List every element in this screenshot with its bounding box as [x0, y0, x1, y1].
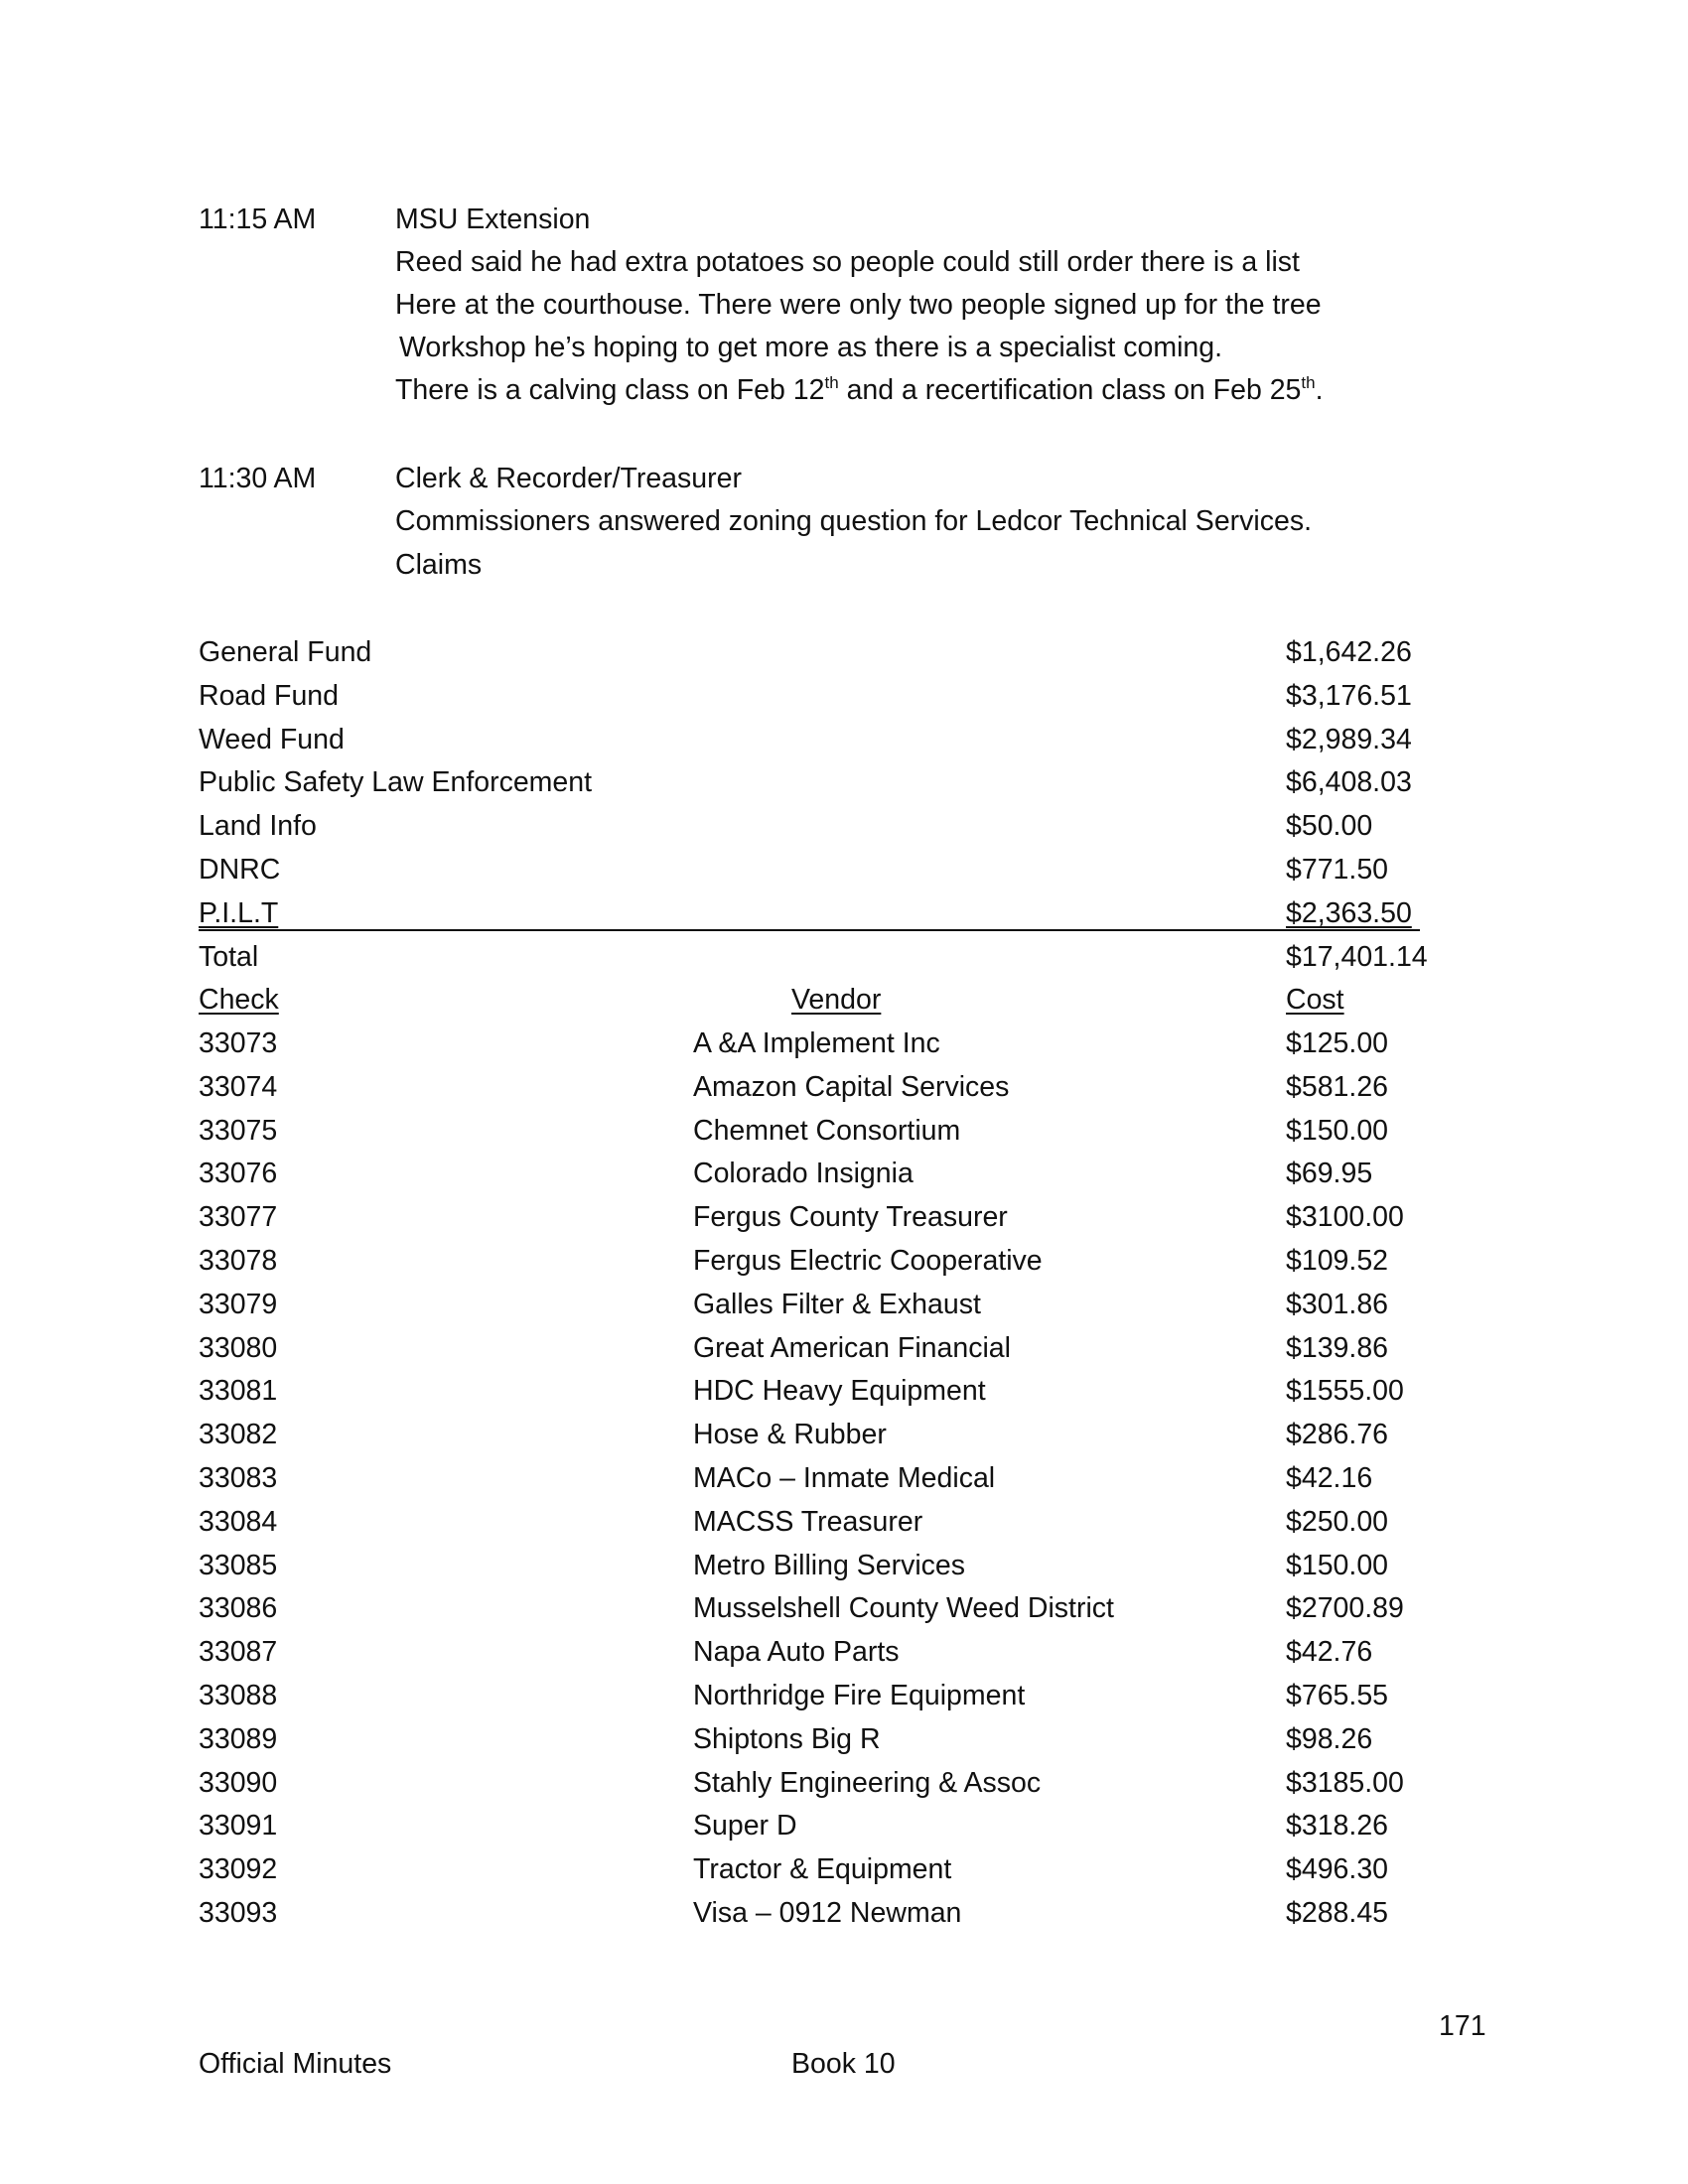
claim-check: 33077: [199, 1201, 278, 1233]
claim-cost: $98.26: [1286, 1723, 1373, 1755]
claim-cost: $496.30: [1286, 1853, 1389, 1885]
claim-cost: $250.00: [1286, 1506, 1389, 1538]
claim-cost: $125.00: [1286, 1027, 1389, 1059]
claim-vendor: MACo – Inmate Medical: [693, 1462, 996, 1494]
claim-check: 33086: [199, 1592, 278, 1624]
claim-vendor: HDC Heavy Equipment: [693, 1375, 986, 1407]
claim-check: 33093: [199, 1897, 278, 1929]
claim-cost: $2700.89: [1286, 1592, 1404, 1624]
claim-cost: $301.86: [1286, 1289, 1389, 1320]
claim-cost: $581.26: [1286, 1071, 1389, 1103]
claim-check: 33089: [199, 1723, 278, 1755]
claim-check: 33083: [199, 1462, 278, 1494]
entry-time: 11:15 AM: [199, 204, 317, 235]
claim-check: 33092: [199, 1853, 278, 1885]
claim-cost: $139.86: [1286, 1332, 1389, 1364]
claim-check: 33073: [199, 1027, 278, 1059]
claim-vendor: MACSS Treasurer: [693, 1506, 923, 1538]
claim-check: 33074: [199, 1071, 278, 1103]
claim-cost: $109.52: [1286, 1245, 1389, 1277]
fund-amount: $1,642.26: [1286, 636, 1412, 668]
claim-vendor: Tractor & Equipment: [693, 1853, 952, 1885]
fund-label: DNRC: [199, 854, 281, 886]
fund-label: Road Fund: [199, 680, 340, 712]
claim-vendor: Visa – 0912 Newman: [693, 1897, 962, 1929]
claim-cost: $765.55: [1286, 1680, 1389, 1711]
footer-center: Book 10: [791, 2048, 896, 2080]
claim-vendor: Chemnet Consortium: [693, 1115, 961, 1147]
entry-line: Commissioners answered zoning question for Ledcor Technical Services.: [395, 505, 1313, 537]
claim-check: 33076: [199, 1158, 278, 1189]
footer-left: Official Minutes: [199, 2048, 392, 2080]
claim-check: 33079: [199, 1289, 278, 1320]
claim-check: 33078: [199, 1245, 278, 1277]
claims-header-cost: Cost: [1286, 984, 1344, 1016]
claim-check: 33075: [199, 1115, 278, 1147]
claim-cost: $42.76: [1286, 1636, 1373, 1668]
claims-header-check: Check: [199, 984, 279, 1016]
fund-label: Public Safety Law Enforcement: [199, 766, 593, 798]
claim-vendor: Super D: [693, 1810, 797, 1842]
fund-label: General Fund: [199, 636, 372, 668]
fund-amount: $50.00: [1286, 810, 1373, 842]
entry-line: Reed said he had extra potatoes so people could still order there is a list: [395, 246, 1300, 278]
total-rule: [199, 929, 1420, 931]
entry-time: 11:30 AM: [199, 463, 317, 494]
claim-check: 33090: [199, 1767, 278, 1799]
fund-amount: $3,176.51: [1286, 680, 1412, 712]
claim-vendor: Colorado Insignia: [693, 1158, 914, 1189]
entry-line: Here at the courthouse. There were only two people signed up for the tree: [395, 289, 1322, 321]
fund-amount: $2,989.34: [1286, 724, 1412, 755]
claim-vendor: Hose & Rubber: [693, 1419, 887, 1450]
claim-vendor: A &A Implement Inc: [693, 1027, 940, 1059]
claim-cost: $3100.00: [1286, 1201, 1404, 1233]
claim-check: 33081: [199, 1375, 278, 1407]
entry-line: Workshop he’s hoping to get more as there is a specialist coming.: [399, 332, 1223, 363]
claim-vendor: Stahly Engineering & Assoc: [693, 1767, 1042, 1799]
claim-check: 33091: [199, 1810, 278, 1842]
fund-label: P.I.L.T: [199, 897, 279, 929]
claim-vendor: Napa Auto Parts: [693, 1636, 900, 1668]
claims-header-vendor: Vendor: [791, 984, 882, 1016]
claim-cost: $42.16: [1286, 1462, 1373, 1494]
claim-vendor: Fergus County Treasurer: [693, 1201, 1008, 1233]
total-label: Total: [199, 941, 259, 973]
fund-amount: $2,363.50: [1286, 897, 1412, 929]
claim-vendor: Shiptons Big R: [693, 1723, 881, 1755]
claim-cost: $1555.00: [1286, 1375, 1404, 1407]
claim-vendor: Metro Billing Services: [693, 1550, 966, 1581]
fund-amount: $6,408.03: [1286, 766, 1412, 798]
claim-cost: $288.45: [1286, 1897, 1389, 1929]
claim-cost: $69.95: [1286, 1158, 1373, 1189]
claim-cost: $150.00: [1286, 1550, 1389, 1581]
claim-check: 33084: [199, 1506, 278, 1538]
claim-check: 33088: [199, 1680, 278, 1711]
claim-check: 33085: [199, 1550, 278, 1581]
claim-cost: $318.26: [1286, 1810, 1389, 1842]
claim-vendor: Amazon Capital Services: [693, 1071, 1010, 1103]
fund-label: Land Info: [199, 810, 317, 842]
page-number: 171: [1439, 2010, 1486, 2042]
claim-cost: $150.00: [1286, 1115, 1389, 1147]
total-amount: $17,401.14: [1286, 941, 1428, 973]
entry-title: MSU Extension: [395, 204, 591, 235]
claim-vendor: Musselshell County Weed District: [693, 1592, 1114, 1624]
fund-amount: $771.50: [1286, 854, 1389, 886]
claim-cost: $3185.00: [1286, 1767, 1404, 1799]
claim-check: 33082: [199, 1419, 278, 1450]
entry-title: Clerk & Recorder/Treasurer: [395, 463, 742, 494]
claim-cost: $286.76: [1286, 1419, 1389, 1450]
entry-line-calving: There is a calving class on Feb 12th and a recertification class on Feb 25th.: [395, 373, 1324, 406]
claim-vendor: Great American Financial: [693, 1332, 1011, 1364]
claim-vendor: Northridge Fire Equipment: [693, 1680, 1026, 1711]
fund-label: Weed Fund: [199, 724, 345, 755]
claim-check: 33087: [199, 1636, 278, 1668]
claim-check: 33080: [199, 1332, 278, 1364]
claim-vendor: Fergus Electric Cooperative: [693, 1245, 1043, 1277]
entry-line: Claims: [395, 549, 483, 581]
claim-vendor: Galles Filter & Exhaust: [693, 1289, 981, 1320]
